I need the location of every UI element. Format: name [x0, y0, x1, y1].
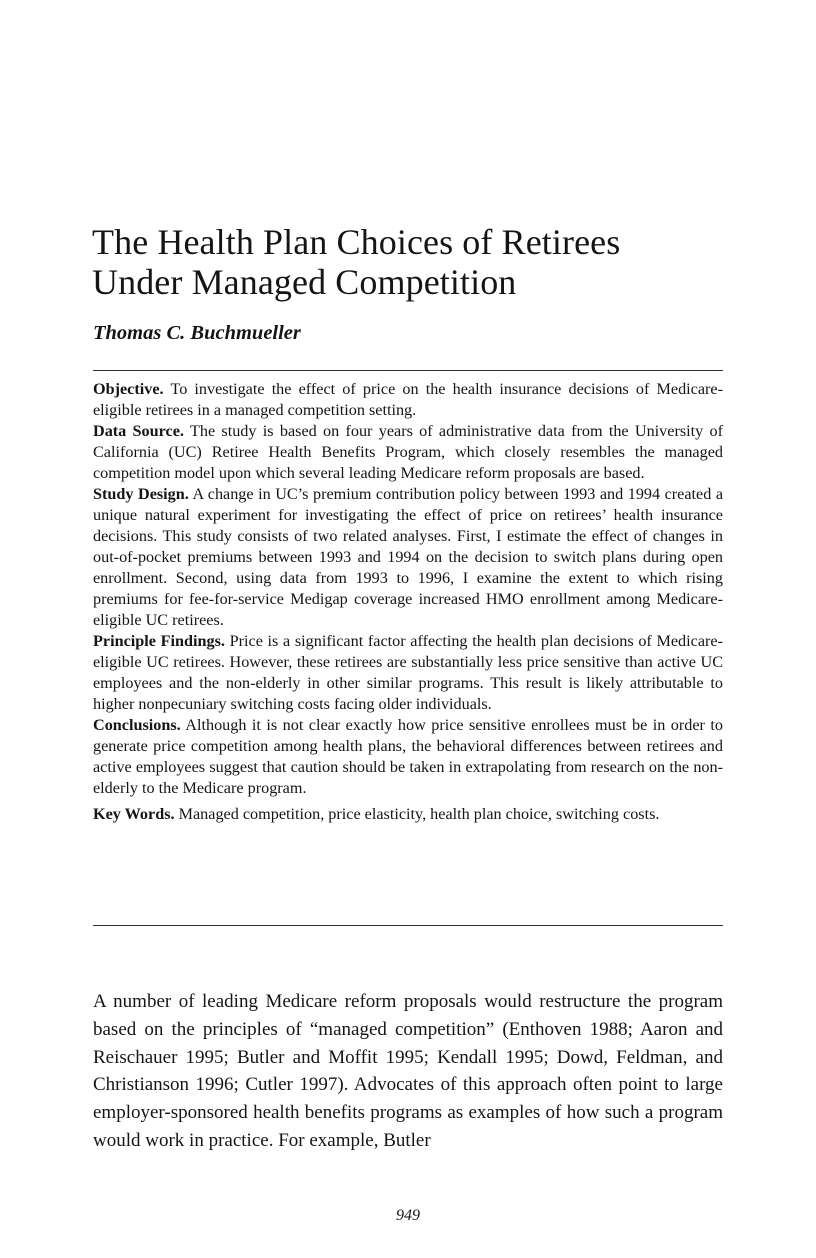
findings-text: Price is a significant factor affecting the health plan decisions of Medicare-eligible UC retirees. However, these retirees are substantially less price sensitive than active UC employees and the non-elderly in other similar programs. This result is likely attributable to higher nonpecuniary switching costs facing older individuals.: [93, 632, 723, 713]
conclusions-heading: Conclusions.: [93, 716, 181, 734]
body-paragraph: A number of leading Medicare reform proposals would restructure the program based on the principles of “managed competition” (Enthoven 1988; Aaron and Reischauer 1995; Butler and Moffit 1995; Kendall 1995; Dowd, Feldman, and Christianson 1996; Cutler 1997). Advocates of this approach often point to large employer-sponsored health benefits programs as examples of how such a program would work in practice. For example, Butler: [93, 991, 723, 1151]
data-source-text: The study is based on four years of administrative data from the University of California (UC) Retiree Health Benefits Program, which closely resembles the managed competition model upon which several leading Medicare reform proposals are based.: [93, 422, 723, 482]
abstract-conclusions: [93, 715, 723, 799]
study-design-heading: Study Design.: [93, 485, 189, 503]
article-title-line-1: The Health Plan Choices of Retirees: [92, 222, 621, 262]
data-source-heading: Data Source.: [93, 422, 184, 440]
abstract-findings: [93, 631, 723, 715]
objective-text: To investigate the effect of price on the health insurance decisions of Medicare-eligible retirees in a managed competition setting.: [93, 380, 723, 419]
page-number: 949: [396, 1207, 420, 1224]
abstract: [93, 379, 723, 825]
abstract-study-design: [93, 484, 723, 631]
abstract-top-rule: [93, 370, 723, 371]
objective-heading: Objective.: [93, 380, 164, 398]
key-words-text: Managed competition, price elasticity, health plan choice, switching costs.: [178, 805, 660, 823]
abstract-objective: [93, 379, 723, 421]
conclusions-text: Although it is not clear exactly how price sensitive enrollees must be in order to generate price competition among health plans, the behavioral differences between retirees and active employees suggest that caution should be taken in extrapolating from research on the non-elderly to the Medicare program.: [93, 716, 723, 797]
abstract-key-words: [93, 804, 723, 825]
key-words-heading: Key Words.: [93, 805, 175, 823]
article-title-line-2: Under Managed Competition: [92, 262, 517, 302]
abstract-bottom-rule: [93, 925, 723, 926]
findings-heading: Principle Findings.: [93, 632, 225, 650]
study-design-text: A change in UC’s premium contribution policy between 1993 and 1994 created a unique natural experiment for investigating the effect of price on retirees’ health insurance decisions. This study consists of two related analyses. First, I estimate the effect of changes in out-of-pocket premiums between 1993 and 1994 on the decision to switch plans during open enrollment. Second, using data from 1993 to 1996, I examine the extent to which rising premiums for fee-for-service Medigap coverage increased HMO enrollment among Medicare-eligible UC retirees.: [93, 485, 724, 629]
author-name: Thomas C. Buchmueller: [93, 322, 301, 344]
article-title: [92, 222, 732, 302]
abstract-data-source: [93, 421, 723, 484]
